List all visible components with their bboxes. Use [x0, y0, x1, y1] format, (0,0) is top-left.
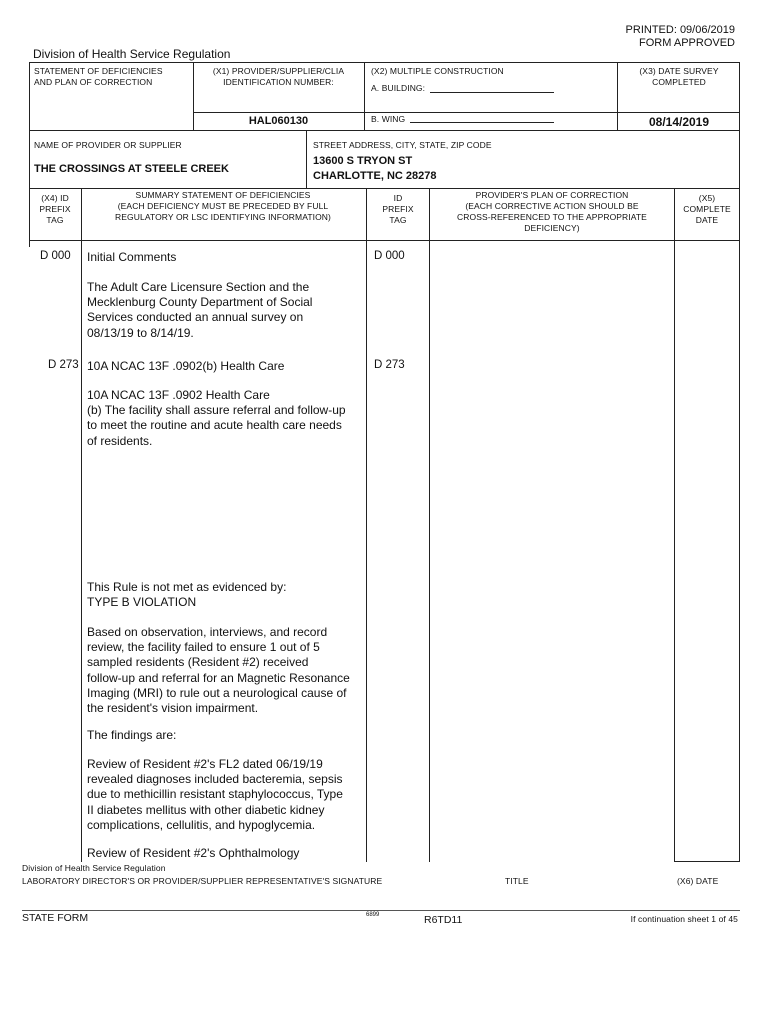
survey-date-value: 08/14/2019: [648, 115, 710, 129]
rule-heading: 10A NCAC 13F .0902(b) Health Care: [87, 359, 285, 373]
form-approved: FORM APPROVED: [639, 37, 735, 49]
tag-d000-right: D 000: [374, 250, 405, 262]
address-label: STREET ADDRESS, CITY, STATE, ZIP CODE: [313, 140, 492, 150]
findings-summary: Based on observation, interviews, and record review, the facility failed to ensure 1 out of 5 sampled residents (Resident #2) received follow-up and referral for an Magnetic Resonance Imaging (MRI) to rule out a neurological cause of the resident's vision impairment.: [87, 625, 350, 716]
initial-comments: Initial Comments: [87, 250, 177, 264]
building-label: A. BUILDING:: [371, 83, 426, 93]
agency-title: Division of Health Service Regulation: [33, 47, 231, 61]
address-line1: 13600 S TRYON ST: [313, 155, 413, 167]
statement-label: STATEMENT OF DEFICIENCIES AND PLAN OF CORRECTION: [34, 66, 163, 87]
survey-intro: The Adult Care Licensure Section and the Mecklenburg County Department of Social Services conducted an annual survey on 08/13/19 to 8/14/19.: [87, 280, 313, 340]
wing-label: B. WING: [371, 114, 406, 124]
signature-label: LABORATORY DIRECTOR'S OR PROVIDER/SUPPLIER REPRESENTATIVE'S SIGNATURE: [22, 876, 383, 886]
x2-label: (X2) MULTIPLE CONSTRUCTION: [371, 66, 504, 76]
tag-d000: D 000: [40, 250, 71, 262]
x6-date-label: (X6) DATE: [677, 876, 719, 886]
rule-not-met: This Rule is not met as evidenced by: TYPE B VIOLATION: [87, 580, 287, 610]
state-form-label: STATE FORM: [22, 912, 89, 924]
provider-name: THE CROSSINGS AT STEELE CREEK: [34, 163, 229, 175]
address-line2: CHARLOTTE, NC 28278: [313, 170, 437, 182]
continuation-sheet: If continuation sheet 1 of 45: [630, 914, 738, 924]
x5-header: (X5) COMPLETE DATE: [683, 193, 731, 225]
provider-id-value: HAL060130: [248, 115, 309, 127]
plan-header: PROVIDER'S PLAN OF CORRECTION (EACH CORRECTIVE ACTION SHOULD BE CROSS-REFERENCED TO THE APPROPRIATE DEFICIENCY): [457, 190, 647, 233]
form-code: 6899: [366, 912, 380, 918]
ophthalmology-review: Review of Resident #2's Ophthalmology: [87, 846, 300, 860]
x3-label: (X3) DATE SURVEY COMPLETED: [639, 66, 719, 87]
rule-text: 10A NCAC 13F .0902 Health Care (b) The facility shall assure referral and follow-up to meet the routine and acute health care needs of residents.: [87, 388, 346, 448]
event-id: R6TD11: [424, 914, 463, 926]
x4-header: (X4) ID PREFIX TAG: [39, 193, 71, 225]
provider-label: NAME OF PROVIDER OR SUPPLIER: [34, 140, 182, 150]
footer-agency: Division of Health Service Regulation: [22, 863, 166, 873]
title-label: TITLE: [505, 876, 529, 886]
findings-label: The findings are:: [87, 728, 177, 742]
id-prefix-header: ID PREFIX TAG: [382, 193, 414, 225]
fl2-review: Review of Resident #2's FL2 dated 06/19/19 revealed diagnoses included bacteremia, sepsis due to methicillin resistant staphylococcus, Type II diabetes mellitus with other diabetic kidney complications, cellulitis, and hypoglycemia.: [87, 757, 343, 832]
printed-date: PRINTED: 09/06/2019: [625, 24, 735, 36]
tag-d273: D 273: [48, 359, 79, 371]
x1-label: (X1) PROVIDER/SUPPLIER/CLIA IDENTIFICATION NUMBER:: [212, 66, 345, 87]
summary-header: SUMMARY STATEMENT OF DEFICIENCIES (EACH DEFICIENCY MUST BE PRECEDED BY FULL REGULATORY OR LSC IDENTIFYING INFORMATION): [115, 190, 331, 222]
tag-d273-right: D 273: [374, 359, 405, 371]
